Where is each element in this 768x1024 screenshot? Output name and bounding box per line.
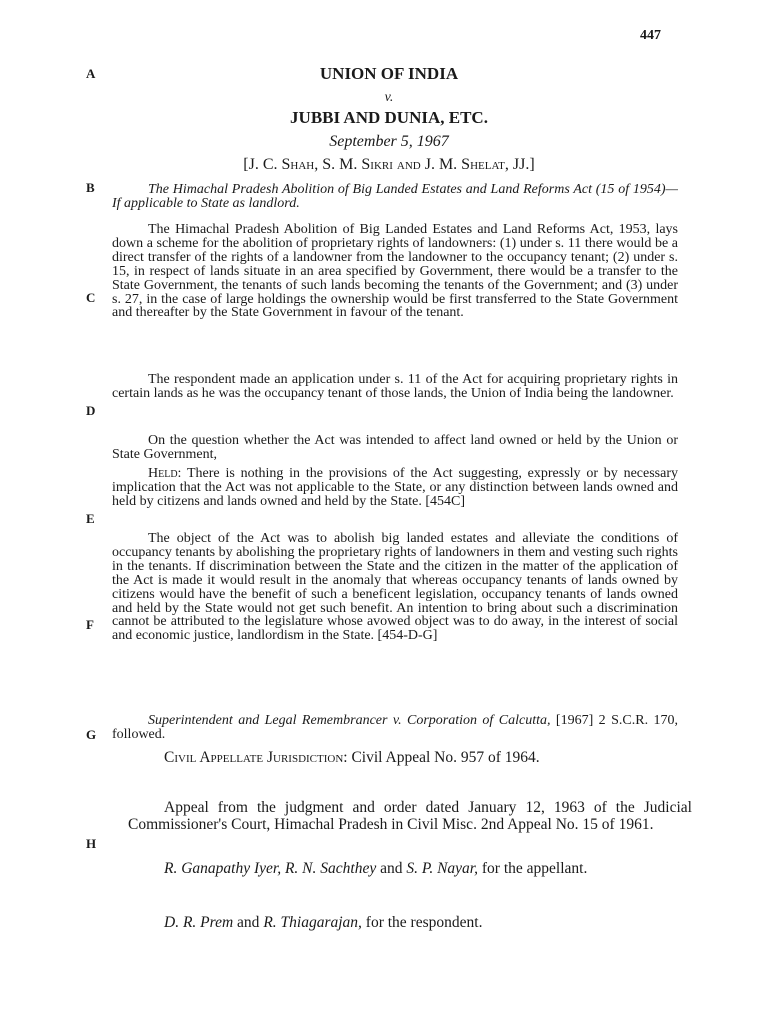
page-number: 447 (640, 28, 661, 43)
case-title: UNION OF INDIA (319, 64, 459, 83)
jurisdiction-line (128, 750, 692, 767)
paragraph-case-followed (112, 714, 678, 742)
paragraph-respondent-application: The respondent made an application under s. 11 of the Act for acquiring proprietary rights in certain lands as he was the occupancy tenant of those lands, the Union of India being the landowner. (112, 372, 678, 401)
respondent-and: and (237, 914, 260, 931)
paragraph-scheme: The Himachal Pradesh Abolition of Big Landed Estates and Land Reforms Act, 1953, lays down a scheme for the abolition of proprietary rights of landowners: (1) under s. 11 there would be a direct transfer of the rights of a landowner from the landowner to the occupancy tenant; (2) under s. 15, in respect of lands situate in an area specified by Government, there would be a transfer to the State Government, the tenants of such lands becoming the tenants of the Government; and (3) under s. 27, in the case of large holdings the ownership would be first transferred to the State Government and thereafter by the State Government in favour of the tenant. (112, 222, 678, 321)
appellant-role: for the appellant. (481, 860, 588, 877)
margin-letter-b: B (86, 180, 95, 195)
respondent-counsel-names: D. R. Prem (164, 914, 234, 931)
jurisdiction-label: Civil Appellate Jurisdiction: (164, 749, 348, 766)
paragraph-question: On the question whether the Act was intended to affect land owned or held by the Union or State Government, (112, 433, 678, 462)
margin-letter-d: D (86, 403, 96, 418)
margin-letter-c: C (86, 290, 96, 305)
case-name: Superintendent and Legal Remembrancer v. Corporation of Calcutta, (148, 713, 551, 728)
jurisdiction-text: Civil Appeal No. 957 of 1964. (351, 749, 540, 766)
respondent-counsel-last: R. Thiagarajan, (263, 914, 362, 931)
counsel-appellant (128, 861, 692, 878)
judgment-date: September 5, 1967 (329, 133, 449, 150)
appellant-counsel-names: R. Ganapathy Iyer, R. N. Sachthey (164, 860, 377, 877)
counsel-respondent (128, 915, 692, 932)
margin-letter-e: E (86, 511, 95, 526)
appellant-counsel-last: S. P. Nayar, (406, 860, 478, 877)
respondent-title: JUBBI AND DUNIA, ETC. (290, 108, 488, 127)
paragraph-object-of-act: The object of the Act was to abolish big landed estates and alleviate the conditions of occupancy tenants by abolishing the proprietary rights of landowners in them and vesting such rights in the tenants. If discrimination between the State and the citizen in the matter of the application of the Act is made it would result in the anomaly that whereas occupancy tenants of lands owned by citizens would have the benefit of such a beneficent legislation, occupancy tenants of lands owned and held by the State would not get such benefit. An intention to bring about such a discrimination cannot be attributed to the legislature whose avowed object was to do away, in the interest of social and economic justice, landlordism in the State. [454-D-G] (112, 531, 678, 644)
margin-letter-f: F (86, 617, 94, 632)
held-label: Held: (148, 466, 182, 481)
appeal-from-paragraph: Appeal from the judgment and order dated January 12, 1963 of the Judicial Commissioner's Court, Himachal Pradesh in Civil Misc. 2nd Appeal No. 15 of 1961. (128, 799, 692, 833)
paragraph-held (112, 467, 678, 509)
case-citation: [1967] 2 S.C.R. 170, followed. (112, 713, 678, 742)
bench-judges: [J. C. Shah, S. M. Sikri and J. M. Shelat, JJ.] (243, 156, 535, 173)
versus-label: v. (384, 90, 394, 105)
headnote-statute: The Himachal Pradesh Abolition of Big Landed Estates and Land Reforms Act (15 of 1954)—If applicable to State as landlord. (112, 182, 678, 211)
margin-letter-g: G (86, 727, 97, 742)
held-text: There is nothing in the provisions of the Act suggesting, expressly or by necessary implication that the Act was not applicable to the State, or any distinction between lands owned and held by citizens and lands owned and held by the State. [454C] (112, 466, 678, 509)
margin-letter-a: A (86, 66, 96, 81)
margin-letter-h: H (86, 836, 97, 851)
appellant-and: and (380, 860, 403, 877)
respondent-role: for the respondent. (365, 914, 483, 931)
